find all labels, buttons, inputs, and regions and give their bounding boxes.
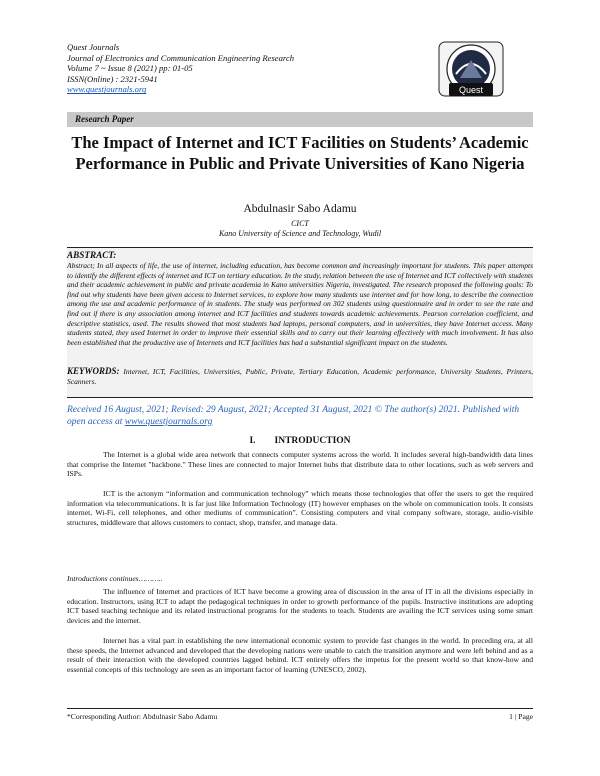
paper-title: The Impact of Internet and ICT Facilities on Students’ Academic Performance in Public and Private Universities of Kano Nigeria — [71, 133, 529, 173]
author-name: Abdulnasir Sabo Adamu — [243, 203, 357, 215]
journal-name: Quest Journals — [67, 42, 120, 52]
intro-paragraph-4: Internet has a vital part in establishing the new international economic system to provide fast changes in the world. In preceding era, at all these speeds, the Internet advanced and developed that the developing nations were unable to catch the transition anymore and were left behind and as a result of their interaction with the developed countries lagged behind. ICT entirely offers the impetus for the present world so that know-how and essential concepts of this technology are seen as an important factor of learning (UNESCO, 2002). — [67, 636, 533, 675]
journal-url-link[interactable]: www.questjournals.org — [67, 84, 147, 95]
abstract-text: Abstract; In all aspects of life, the use of internet, including education, has become common and increasingly important for students. This paper attempts to identify the different effects of internet and ICT on tertiary education. In the study, relation between the use of Internet and ICT collectively with students and their academic achievement in public and private academia in Kano universities Nigeria, investigated. The research proposed the following goals: To find out why students have been given access to Internet services, to explore how many students use internet and for how long, to describe the connection among the use and academic performance of in students. The study was performed on 302 students using questionnaire and in order to see the rate and find out if there is any association among internet and ICT facilities and students towards academic achievements. Pearson correlation coefficient, and descriptive statistics, used. The results showed that most students had laptops, personal computers, and in universities, they have Internet access. Many students stated, they used Internet in order to improve their essential skills and to carry out their learning effectively with much involvement. It has also been established that the productive use of Internets and ICT facilities has had a substantial significant impact on the students. — [67, 261, 533, 347]
journal-full-name: Journal of Electronics and Communication Engineering Research — [67, 52, 295, 63]
keywords — [67, 367, 533, 386]
abstract-heading: ABSTRACT: — [67, 250, 117, 260]
corresponding-author: *Corresponding Author: Abdulnasir Sabo Adamu — [67, 712, 218, 721]
quest-journals-logo — [434, 40, 508, 110]
section-heading-introduction: I. INTRODUCTION — [249, 436, 351, 446]
page-footer — [67, 712, 533, 721]
journal-header — [67, 42, 447, 95]
journal-issn: ISSN(Online) : 2321-5941 — [67, 73, 158, 84]
page-number: 1 | Page — [509, 712, 533, 721]
paper-type-band: Research Paper — [67, 112, 533, 127]
intro-continues-label: Introductions continues……….. — [67, 574, 163, 583]
received-journal-link[interactable]: www.questjournals.org — [124, 417, 213, 427]
author-institution: Kano University of Science and Technology, Wudil — [218, 229, 382, 238]
received-text: Received 16 August, 2021; Revised: 29 August, 2021; Accepted 31 August, 2021 © The author(s) 2021. Published with open access at — [67, 405, 520, 427]
footer-divider — [67, 708, 533, 709]
journal-volume: Volume 7 ~ Issue 8 (2021) pp: 01-05 — [67, 63, 193, 74]
intro-paragraph-2: ICT is the actonym “information and communication technology” which means those technologies that offer the users to get the required information via telecommunications. It is far just like Information Technology (IT) however emphases on the whole on communication tools. It consists internet, Wi-Fi, cell telephones, and other mediums of communication”. Consisting computers and vital company software, storage, audio-visible structures, middleware that allows customers to contact, shop, transfer, and manage data. — [67, 489, 533, 528]
keywords-label: KEYWORDS: — [67, 366, 120, 376]
received-dates — [67, 404, 537, 428]
intro-paragraph-3: The influence of Internet and practices of ICT have become a growing area of discussion in the area of IT in all the divisions especially in education. Instructors, using ICT to adapt the pedagogical techniques in order to growth performance of the pupils. Instructive institutions are adopting ICT based teaching technique and its related instructional programs for the students to teach. Students are availing the ICT services using some smart devices and the internet. — [67, 587, 533, 626]
logo-text: Quest — [458, 85, 484, 95]
intro-paragraph-1: The Internet is a global wide area network that connects computer systems across the world. It includes several high-bandwidth data lines that comprise the Internet "backbone." These lines are connected to major Internet hubs that distribute data to other locations, such as web servers and ISPs. — [67, 450, 533, 479]
keywords-text: Internet, ICT, Facilities, Universities, Public, Private, Tertiary Education, Academic performance, University Students, Printers, Scanners. — [67, 367, 533, 386]
author-department: CICT — [291, 219, 309, 228]
